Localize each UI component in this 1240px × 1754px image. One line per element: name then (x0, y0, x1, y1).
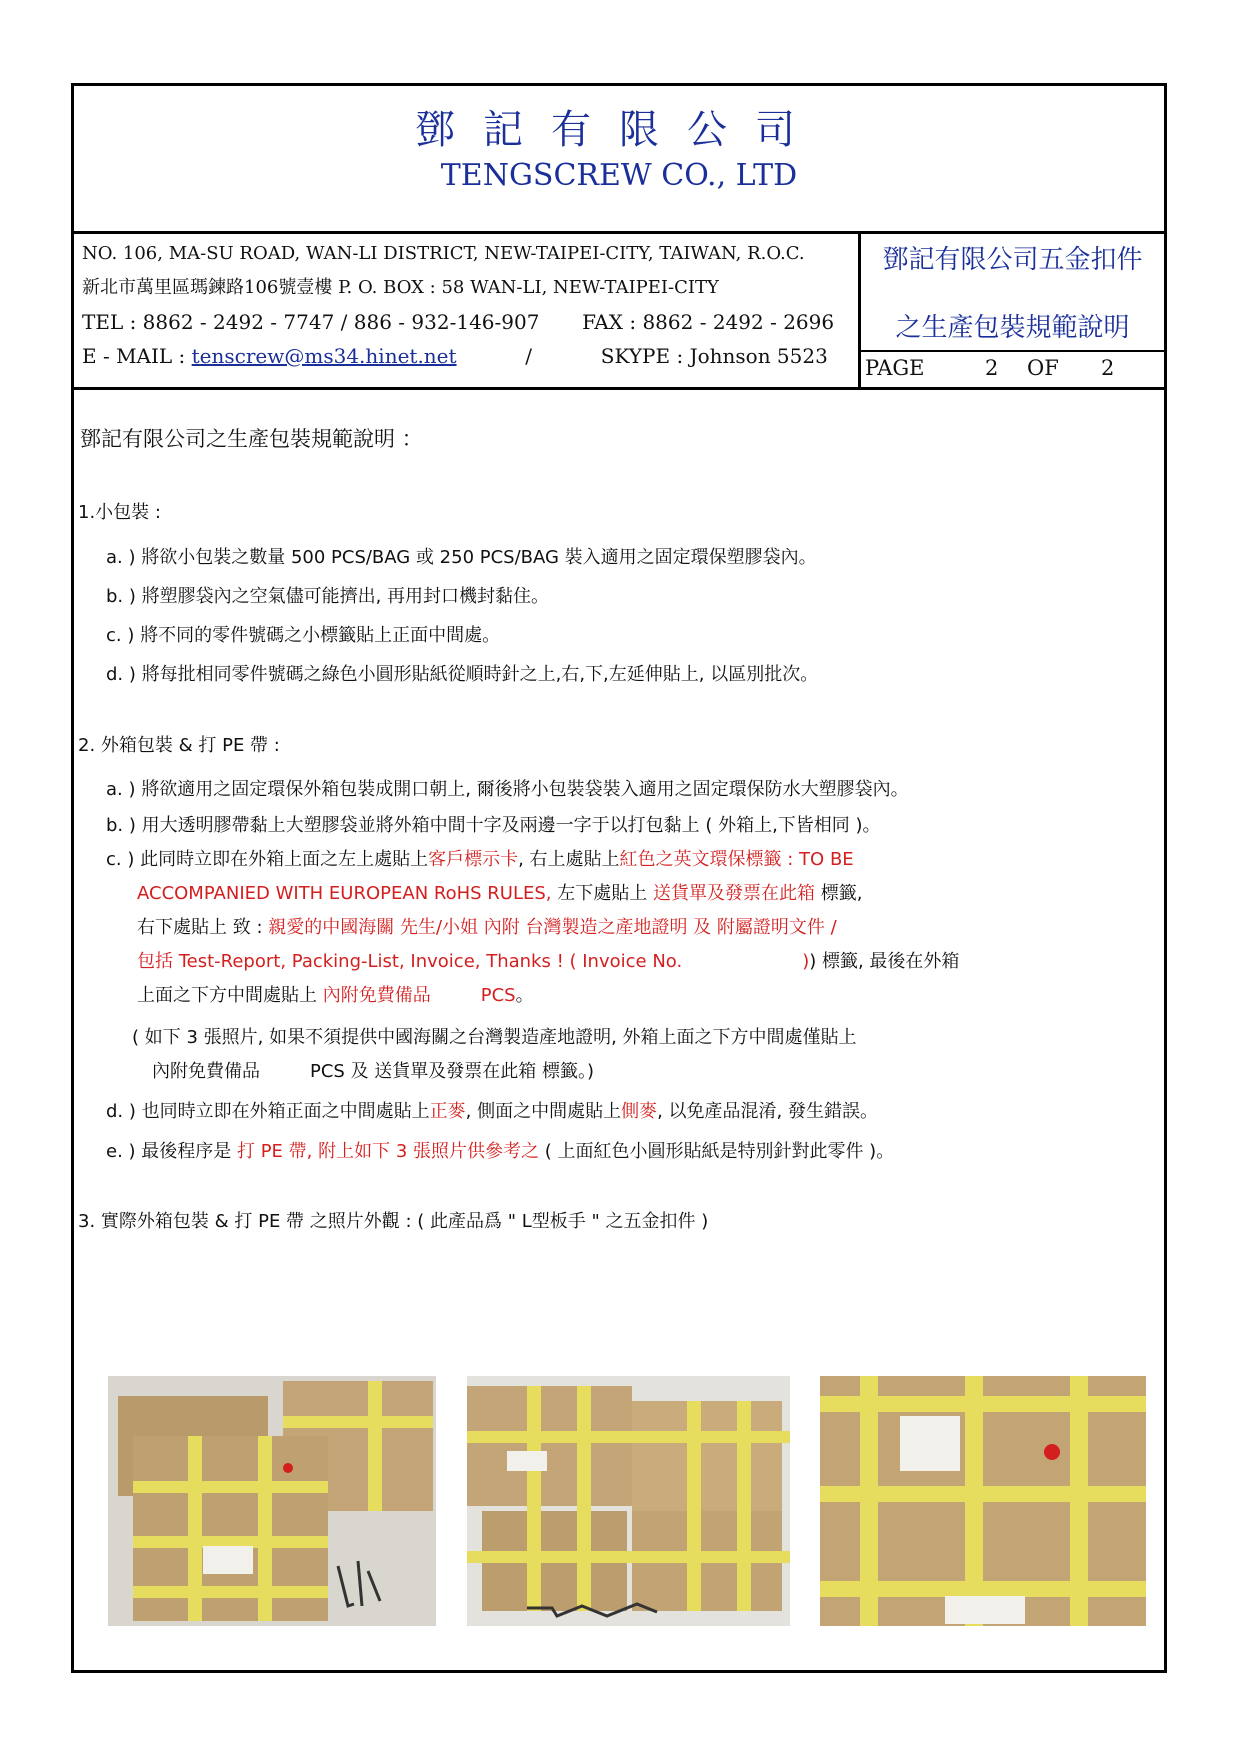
section2-item-c-line3 (137, 913, 837, 939)
text: 內附免費備品 (152, 1061, 260, 1082)
section2-item-b: b. ) 用大透明膠帶黏上大塑膠袋並將外箱中間十字及兩邊一字于以打包黏上 ( 外箱上,下皆相同 )。 (106, 815, 881, 836)
text: 上面之下方中間處貼上 (137, 985, 323, 1006)
page-of: OF (1027, 356, 1059, 380)
title-block (74, 86, 1164, 234)
document-title-line1: 鄧記有限公司五金扣件 (882, 245, 1143, 275)
email-skype-line (82, 339, 842, 373)
address-english: NO. 106, MA-SU ROAD, WAN-LI DISTRICT, NEW-TAIPEI-CITY, TAIWAN, R.O.C. (82, 243, 805, 264)
customs-label-text: 親愛的中國海關 先生/小姐 內附 台灣製造之產地證明 及 附屬證明文件 / (268, 917, 837, 938)
document-title-box (861, 231, 1164, 387)
section3-heading: 3. 實際外箱包裝 & 打 PE 帶 之照片外觀 : ( 此產品爲 " L型板手 " 之五金扣件 ) (78, 1211, 709, 1232)
text: ( 上面紅色小圓形貼紙是特別針對此零件 )。 (539, 1141, 895, 1162)
text: e. ) 最後程序是 (106, 1141, 237, 1162)
customer-card-text: 客戶標示卡 (428, 849, 519, 870)
document-frame (71, 83, 1167, 1673)
text: c. ) 此同時立即在外箱上面之左上處貼上 (106, 849, 429, 870)
page-indicator (861, 350, 1164, 387)
section2-item-c-line1 (106, 845, 854, 871)
front-mark-text: 正麥 (429, 1101, 466, 1122)
text: , 側面之中間處貼上 (465, 1101, 622, 1122)
pcs-text: PCS (480, 985, 516, 1006)
section2-item-c-line4 (137, 947, 959, 973)
address-chinese: 新北市萬里區瑪鍊路106號壹樓 P. O. BOX : 58 WAN-LI, NEW-TAIPEI-CITY (82, 277, 719, 298)
section2-item-e (106, 1137, 894, 1163)
company-name-chinese: 鄧記有限公司 (415, 107, 823, 153)
section2-item-d (106, 1097, 878, 1123)
section1-item-c: c. ) 將不同的零件號碼之小標籤貼上正面中間處。 (106, 625, 501, 646)
section1-item-a: a. ) 將欲小包裝之數量 500 PCS/BAG 或 250 PCS/BAG 裝入適用之固定環保塑膠袋內。 (106, 547, 817, 568)
invoice-label-text: 送貨單及發票在此箱 (652, 883, 815, 904)
separator: / (525, 344, 533, 368)
telephone: TEL : 8862 - 2492 - 7747 / 886 - 932-146-907 (82, 310, 540, 334)
section2-item-c-line2 (137, 879, 862, 905)
paren-close: ) (802, 951, 810, 972)
contact-info-block (74, 231, 1164, 390)
contact-details (82, 237, 842, 373)
text: , 右上處貼上 (518, 849, 620, 870)
text: 。 (515, 985, 534, 1006)
side-mark-text: 側麥 (621, 1101, 658, 1122)
section1-heading: 1.小包裝 : (78, 502, 161, 523)
text: PCS 及 送貨單及發票在此箱 標籤。) (310, 1061, 595, 1082)
text: 右下處貼上 致 : (137, 917, 269, 938)
section2-note-line2 (152, 1057, 594, 1083)
section1-item-d: d. ) 將每批相同零件號碼之綠色小圓形貼紙從順時針之上,右,下,左延伸貼上, 以區別批次。 (106, 664, 819, 685)
test-report-text: 包括 Test-Report, Packing-List, Invoice, Thanks ! ( Invoice No. (137, 951, 683, 972)
rohs-rule-text: ACCOMPANIED WITH EUROPEAN RoHS RULES, (137, 883, 552, 904)
section2-note-line1: ( 如下 3 張照片, 如果不須提供中國海關之台灣製造產地證明, 外箱上面之下方中間處僅貼上 (132, 1027, 857, 1048)
text: 標籤, (814, 883, 863, 904)
text: d. ) 也同時立即在外箱正面之中間處貼上 (106, 1101, 430, 1122)
page-label: PAGE (865, 356, 925, 380)
photo-carton-top-view (820, 1376, 1146, 1626)
section2-item-c-line5 (137, 981, 534, 1007)
email-label: E - MAIL : (82, 344, 192, 368)
phone-fax-line (82, 305, 842, 339)
page-total: 2 (1101, 356, 1115, 380)
photo-packed-cartons-1 (108, 1376, 436, 1626)
rohs-label-text: 紅色之英文環保標籤 : TO BE (619, 849, 854, 870)
document-title-line2: 之生產包裝規範說明 (895, 313, 1130, 343)
photo-packed-cartons-2 (467, 1376, 790, 1626)
fax: FAX : 8862 - 2492 - 2696 (582, 310, 835, 334)
section2-heading: 2. 外箱包裝 & 打 PE 帶 : (78, 735, 280, 756)
skype: SKYPE : Johnson 5523 (600, 344, 828, 368)
main-heading: 鄧記有限公司之生產包裝規範說明 ： (80, 427, 423, 451)
text: 左下處貼上 (551, 883, 653, 904)
section1-item-b: b. ) 將塑膠袋內之空氣儘可能擠出, 再用封口機封黏住。 (106, 586, 550, 607)
section2-item-a: a. ) 將欲適用之固定環保外箱包裝成開口朝上, 爾後將小包裝袋裝入適用之固定環保防水大塑膠袋內。 (106, 779, 909, 800)
text: ) 標籤, 最後在外箱 (809, 951, 960, 972)
email-link[interactable]: tenscrew@ms34.hinet.net (191, 344, 457, 368)
company-name-english: TENGSCREW CO., LTD (440, 158, 798, 193)
text: , 以免產品混淆, 發生錯誤。 (657, 1101, 878, 1122)
free-spare-text: 內附免費備品 (322, 985, 431, 1006)
pe-strap-text: 打 PE 帶, 附上如下 3 張照片供參考之 (236, 1141, 539, 1162)
page-current: 2 (985, 356, 999, 380)
